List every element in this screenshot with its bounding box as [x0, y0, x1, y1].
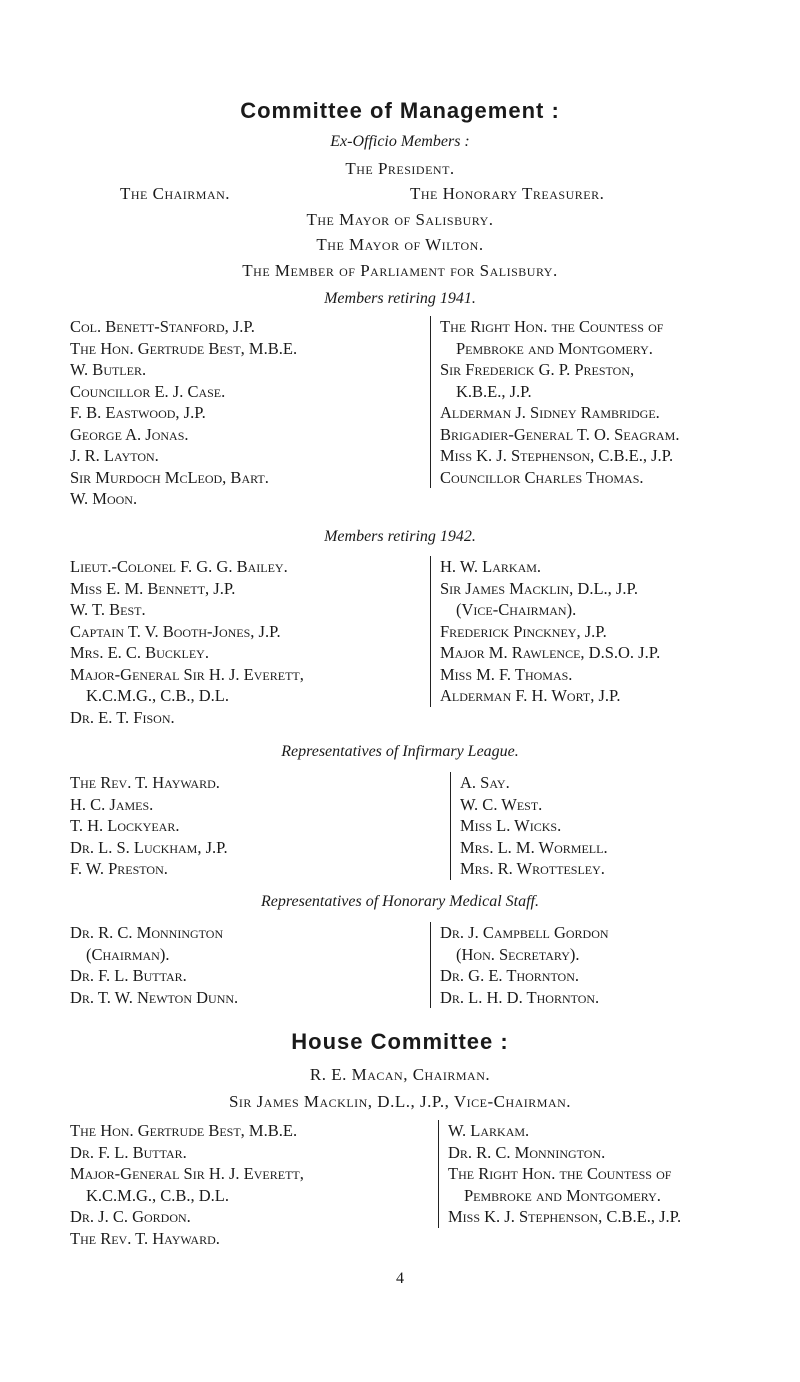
retiring-1941-left-list: [70, 316, 297, 510]
list-item: W. Larkam.: [448, 1121, 530, 1140]
list-item: Pembroke and Montgomery.: [464, 1185, 661, 1205]
list-item: Brigadier-General T. O. Seagram.: [440, 424, 680, 444]
list-item: Sir James Macklin, D.L., J.P.: [440, 578, 638, 598]
list-item: J. R. Layton.: [70, 446, 159, 465]
list-item: Dr. L. S. Luckham, J.P.: [70, 837, 228, 857]
list-item: (Vice-Chairman).: [456, 600, 577, 619]
list-item: Dr. F. L. Buttar.: [70, 966, 187, 985]
list-item: Miss M. F. Thomas.: [440, 664, 573, 684]
list-item: W. Butler.: [70, 360, 147, 379]
list-item: The Hon. Gertrude Best, M.B.E.: [70, 338, 298, 358]
list-item: Dr. L. H. D. Thornton.: [440, 987, 600, 1007]
list-item: Major M. Rawlence, D.S.O. J.P.: [440, 643, 661, 662]
list-item: Dr. E. T. Fison.: [70, 707, 175, 727]
house-committee-chairman: [0, 1065, 800, 1085]
medical-staff-right-list: [430, 922, 609, 1008]
list-item: The Right Hon. the Countess of: [440, 317, 664, 336]
ex-officio-mp: The Member of Parliament for Salisbury.: [242, 261, 558, 280]
vice-chairman-text: Sir James Macklin, D.L., J.P., Vice-Chairman.: [228, 1092, 572, 1111]
list-item: Alderman F. H. Wort, J.P.: [440, 686, 621, 705]
list-item: Mrs. E. C. Buckley.: [70, 643, 209, 662]
list-item: Alderman J. Sidney Rambridge.: [440, 403, 660, 422]
list-item: (Chairman).: [86, 944, 170, 964]
chairman-text: R. E. Macan, Chairman.: [309, 1065, 491, 1084]
house-committee-title: House Committee :: [291, 1029, 509, 1054]
list-item: Sir Frederick G. P. Preston,: [440, 360, 635, 379]
list-item: Lieut.-Colonel F. G. G. Bailey.: [70, 557, 288, 576]
ex-officio-chairman: The Chairman.: [120, 184, 231, 203]
list-item: (Hon. Secretary).: [456, 944, 580, 964]
list-item: Dr. J. Campbell Gordon: [440, 923, 609, 942]
page-number: 4: [396, 1270, 404, 1287]
list-item: Councillor E. J. Case.: [70, 381, 226, 401]
medical-staff-left-list: [70, 922, 238, 1008]
list-item: Councillor Charles Thomas.: [440, 467, 644, 487]
list-item: W. C. West.: [460, 794, 543, 814]
medical-staff-heading: Representatives of Honorary Medical Staff.: [260, 893, 539, 910]
list-item: Miss K. J. Stephenson, C.B.E., J.P.: [440, 446, 674, 465]
ex-officio-mayor-salisbury: The Mayor of Salisbury.: [306, 210, 494, 229]
house-committee-left-list: [70, 1120, 304, 1249]
ex-officio-mayor-wilton: The Mayor of Wilton.: [316, 235, 484, 254]
committee-title: Committee of Management :: [240, 98, 560, 123]
list-item: F. B. Eastwood, J.P.: [70, 403, 206, 422]
list-item: Mrs. R. Wrottesley.: [460, 859, 605, 878]
list-item: H. W. Larkam.: [440, 557, 542, 576]
list-item: W. T. Best.: [70, 600, 146, 619]
infirmary-league-heading: Representatives of Infirmary League.: [281, 743, 519, 760]
house-committee-right-list: [438, 1120, 681, 1228]
ex-officio-president: The President.: [345, 159, 455, 178]
list-item: Mrs. L. M. Wormell.: [460, 837, 608, 857]
retiring-1942-heading: Members retiring 1942.: [324, 528, 476, 545]
list-item: H. C. James.: [70, 794, 154, 814]
list-item: K.C.M.G., C.B., D.L.: [86, 1185, 230, 1205]
ex-officio-heading: Ex-Officio Members :: [330, 133, 470, 150]
list-item: Dr. T. W. Newton Dunn.: [70, 987, 239, 1007]
list-item: The Rev. T. Hayward.: [70, 773, 220, 792]
list-item: The Right Hon. the Countess of: [448, 1164, 672, 1183]
list-item: Frederick Pinckney, J.P.: [440, 621, 607, 641]
list-item: The Hon. Gertrude Best, M.B.E.: [70, 1121, 298, 1140]
list-item: A. Say.: [460, 773, 510, 792]
list-item: Major-General Sir H. J. Everett,: [70, 664, 304, 684]
list-item: W. Moon.: [70, 489, 138, 508]
list-item: Pembroke and Montgomery.: [456, 338, 653, 358]
ex-officio-treasurer: The Honorary Treasurer.: [410, 184, 605, 203]
list-item: Captain T. V. Booth-Jones, J.P.: [70, 621, 281, 641]
retiring-1941-right-list: [430, 316, 679, 488]
list-item: Miss L. Wicks.: [460, 816, 562, 835]
list-item: T. H. Lockyear.: [70, 816, 180, 835]
list-item: K.B.E., J.P.: [456, 381, 532, 401]
list-item: George A. Jonas.: [70, 424, 189, 444]
list-item: Dr. F. L. Buttar.: [70, 1142, 187, 1162]
infirmary-league-left-list: [70, 772, 228, 880]
list-item: The Rev. T. Hayward.: [70, 1228, 220, 1248]
list-item: F. W. Preston.: [70, 859, 168, 878]
list-item: Dr. R. C. Monnington: [70, 923, 224, 942]
retiring-1942-left-list: [70, 556, 304, 728]
list-item: Miss E. M. Bennett, J.P.: [70, 578, 236, 598]
retiring-1942-right-list: [430, 556, 660, 707]
list-item: Dr. R. C. Monnington.: [448, 1142, 606, 1162]
list-item: Dr. G. E. Thornton.: [440, 966, 580, 985]
retiring-1941-heading: Members retiring 1941.: [324, 290, 476, 307]
infirmary-league-right-list: [450, 772, 608, 880]
list-item: Col. Benett-Stanford, J.P.: [70, 317, 255, 336]
house-committee-vice-chairman: [0, 1092, 800, 1112]
list-item: Dr. J. C. Gordon.: [70, 1207, 191, 1226]
list-item: K.C.M.G., C.B., D.L.: [86, 686, 230, 705]
list-item: Sir Murdoch McLeod, Bart.: [70, 467, 269, 487]
list-item: Miss K. J. Stephenson, C.B.E., J.P.: [448, 1207, 682, 1226]
list-item: Major-General Sir H. J. Everett,: [70, 1164, 304, 1183]
